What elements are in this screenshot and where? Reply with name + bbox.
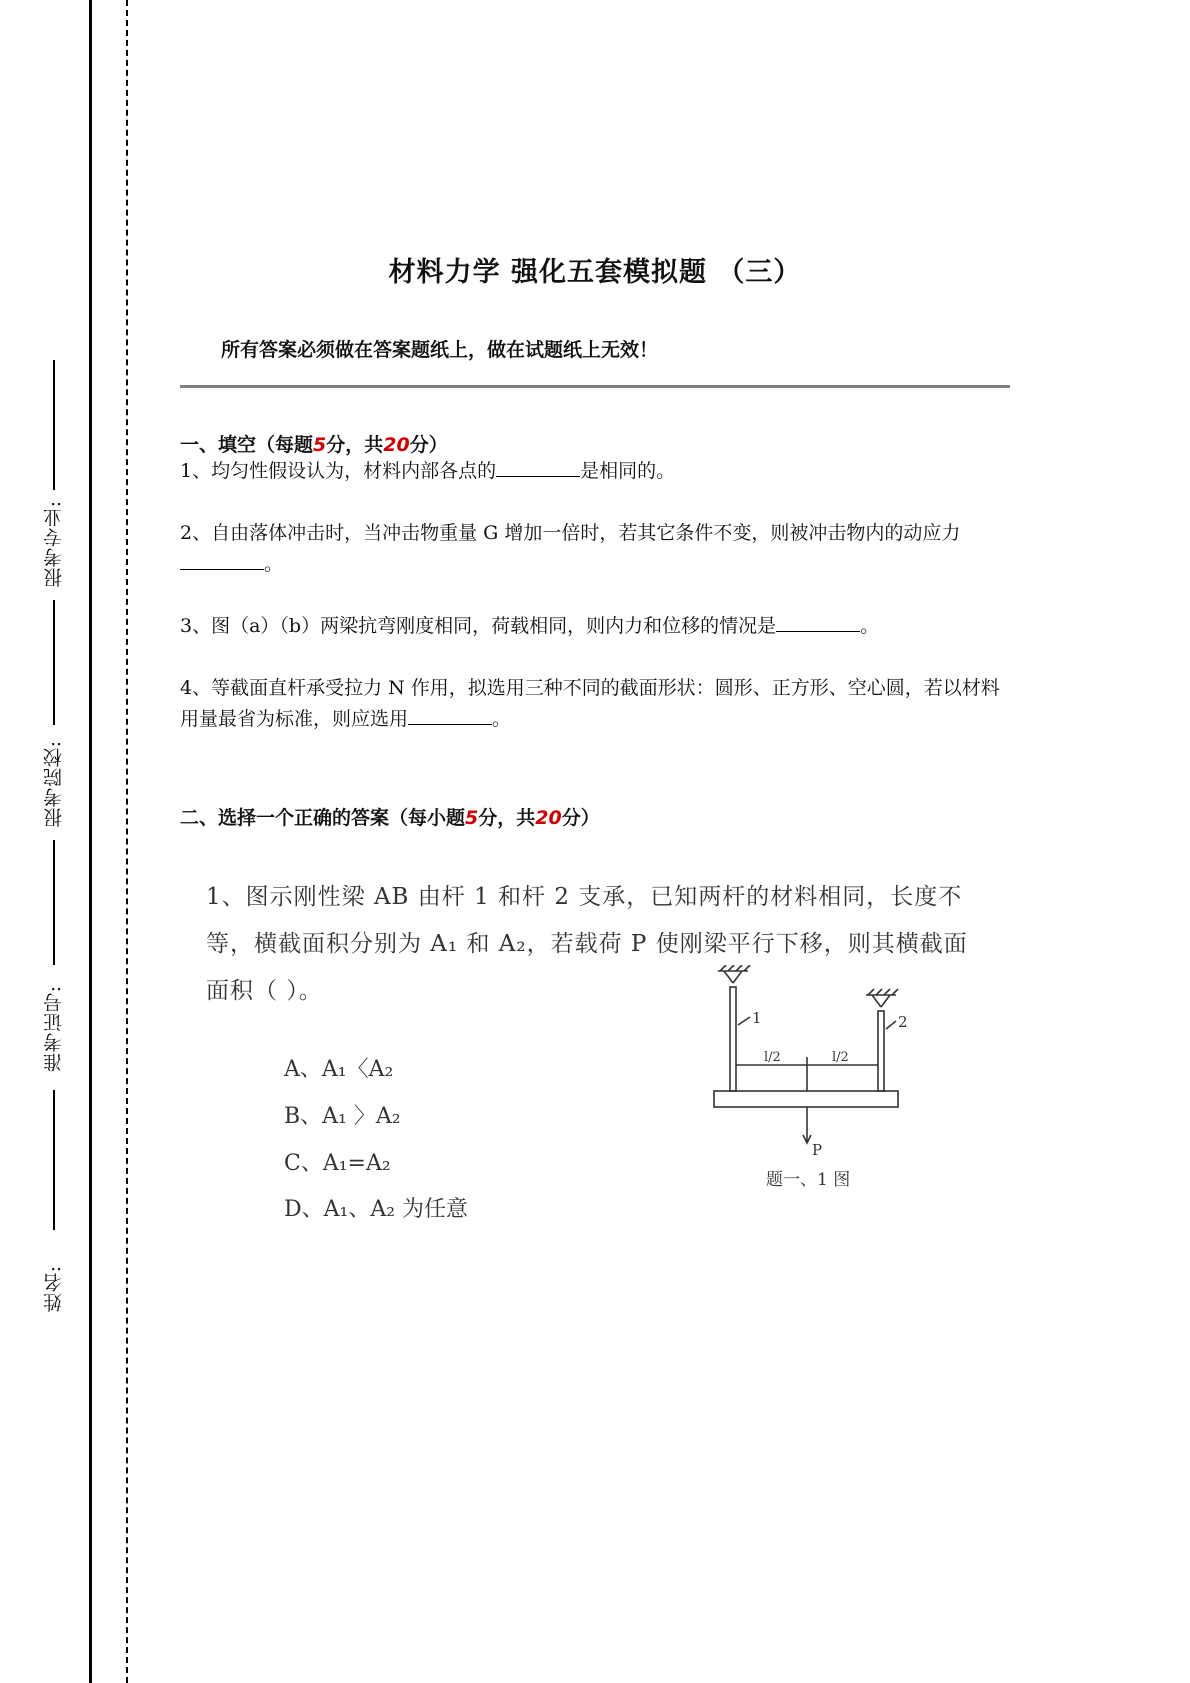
load-label: P: [812, 1141, 823, 1159]
section2-suffix: 分）: [561, 807, 600, 829]
option-b: B、A₁ 〉A₂: [284, 1104, 401, 1129]
rod-2: [878, 1011, 884, 1091]
rigid-beam: [714, 1091, 898, 1107]
section1-heading: [180, 430, 448, 457]
section1-per: 5: [313, 434, 327, 456]
section2-total: 20: [535, 807, 562, 829]
left-segment-label: l/2: [764, 1050, 781, 1065]
fill-question-2: [180, 518, 1010, 580]
name-line: [53, 1090, 55, 1230]
question-text: 2、自由落体冲击时，当冲击物重量 G 增加一倍时，若其它条件不变，则被冲击物内的动应力: [180, 522, 961, 544]
major-label: 报考专业:: [43, 500, 65, 588]
figure-caption: 题一、1 图: [766, 1170, 851, 1190]
section1-suffix: 分）: [409, 434, 448, 456]
rod-2-leader: [886, 1021, 896, 1029]
option-a: A、A₁〈A₂: [284, 1057, 394, 1082]
question-text: 1、均匀性假设认为，材料内部各点的: [180, 460, 497, 482]
question-text-end: 。: [860, 615, 880, 637]
right-segment-label: l/2: [832, 1050, 849, 1065]
section1-prefix: 一、填空（每题: [180, 434, 314, 456]
choice-q1-line3: 面积（ ）。: [206, 978, 323, 1004]
question-text: 4、等截面直杆承受拉力 N 作用，拟选用三种不同的截面形状：圆形、正方形、空心圆，若以材料用量最省为标准，则应选用: [180, 677, 1000, 730]
choice-q1-line1: 1、图示刚性梁 AB 由杆 1 和杆 2 支承，已知两杆的材料相同，长度不: [206, 884, 963, 910]
left-support-hatch: [720, 965, 750, 983]
divider: [180, 385, 1010, 388]
right-support-hatch: [868, 989, 898, 1007]
question-text-end: 。: [264, 553, 284, 575]
section1-mid: 分，共: [326, 434, 384, 456]
rod-2-label: 2: [898, 1013, 908, 1031]
option-d: D、A₁、A₂ 为任意: [284, 1197, 469, 1222]
answer-blank: [180, 551, 264, 570]
question-text-end: 。: [492, 708, 512, 730]
school-label: 报考院校:: [43, 740, 65, 828]
fill-question-1: [180, 456, 1010, 487]
fill-question-3: [180, 611, 1010, 642]
question-text: 3、图（a）（b）两梁抗弯刚度相同，荷载相同，则内力和位移的情况是: [180, 615, 777, 637]
major-line: [53, 360, 55, 490]
rod-1-leader: [738, 1017, 750, 1025]
section1-total: 20: [383, 434, 410, 456]
option-c: C、A₁=A₂: [284, 1151, 391, 1176]
choice-q1-line2: 等，横截面积分别为 A₁ 和 A₂，若载荷 P 使刚梁平行下移，则其横截面: [206, 931, 968, 957]
page-title: 材料力学 强化五套模拟题 （三）: [388, 257, 802, 288]
answer-blank: [776, 613, 860, 632]
rod-1: [730, 987, 736, 1091]
beam-figure: [700, 965, 920, 1195]
notice: 所有答案必须做在答案题纸上，做在试题纸上无效！: [221, 339, 659, 361]
exam-id-label: 准考证号:: [43, 985, 65, 1073]
section2-prefix: 二、选择一个正确的答案（每小题: [180, 807, 466, 829]
section2-heading: [180, 803, 600, 830]
question-text-end: 是相同的。: [580, 460, 676, 482]
fill-question-4: [180, 673, 1010, 735]
school-line: [53, 600, 55, 725]
section2-per: 5: [465, 807, 479, 829]
rod-1-label: 1: [752, 1009, 762, 1027]
exam-id-line: [53, 840, 55, 965]
answer-blank: [408, 706, 492, 725]
name-label: 姓名:: [43, 1265, 65, 1313]
section2-mid: 分，共: [478, 807, 536, 829]
answer-blank: [496, 458, 580, 477]
